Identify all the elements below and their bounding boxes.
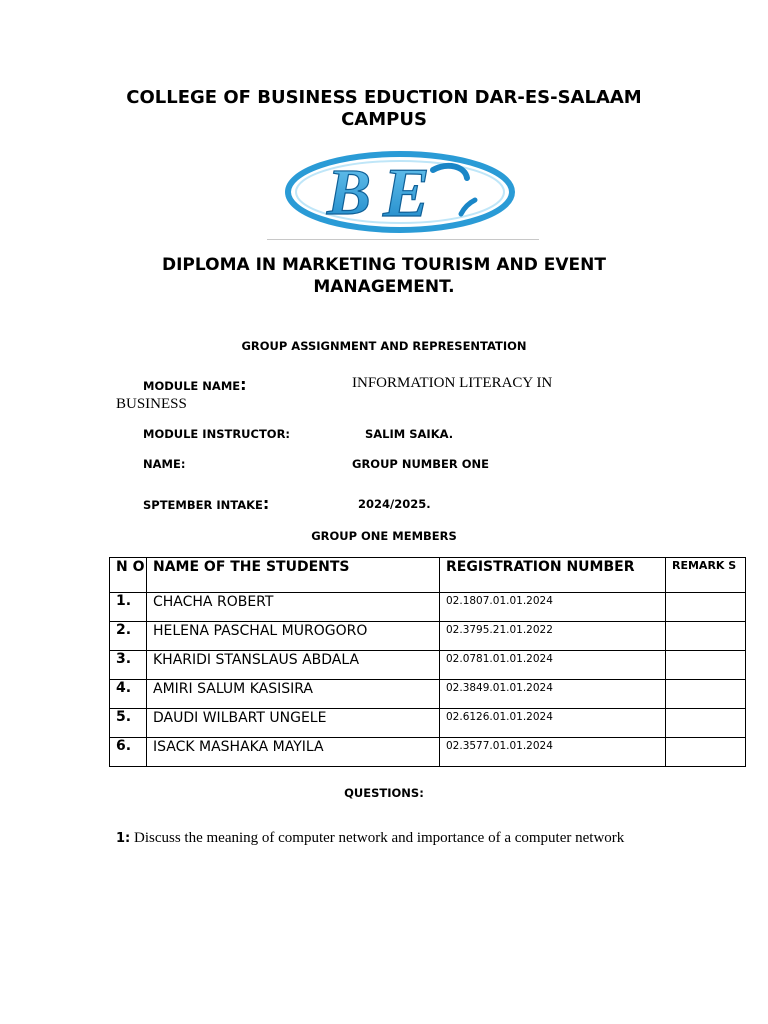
program-title-line1: DIPLOMA IN MARKETING TOURISM AND EVENT [162, 255, 606, 275]
college-title-line2: CAMPUS [341, 109, 427, 130]
members-table [109, 557, 746, 767]
registration-number: 02.3795.21.01.2022 [440, 622, 666, 651]
remarks-cell [666, 593, 746, 622]
svg-text:E: E [383, 155, 430, 232]
name-label: NAME: [143, 457, 186, 471]
student-name: HELENA PASCHAL MUROGORO [147, 622, 440, 651]
intake-value: 2024/2025. [358, 497, 431, 511]
questions-title: QUESTIONS: [344, 786, 424, 800]
question-1 [116, 830, 624, 847]
student-name: AMIRI SALUM KASISIRA [147, 680, 440, 709]
registration-number: 02.3577.01.01.2024 [440, 738, 666, 767]
table-row [110, 738, 746, 767]
module-instructor-value: SALIM SAIKA. [365, 427, 454, 441]
name-value: GROUP NUMBER ONE [352, 457, 489, 471]
table-row [110, 622, 746, 651]
student-name: KHARIDI STANSLAUS ABDALA [147, 651, 440, 680]
row-number: 5. [110, 709, 147, 738]
remarks-cell [666, 738, 746, 767]
table-row [110, 651, 746, 680]
student-name: DAUDI WILBART UNGELE [147, 709, 440, 738]
question-1-text: Discuss the meaning of computer network and importance of a computer network [134, 830, 625, 846]
table-row [110, 593, 746, 622]
header-student-name: NAME OF THE STUDENTS [147, 558, 440, 593]
row-number: 1. [110, 593, 147, 622]
student-name: CHACHA ROBERT [147, 593, 440, 622]
remarks-cell [666, 680, 746, 709]
table-row [110, 709, 746, 738]
student-name: ISACK MASHAKA MAYILA [147, 738, 440, 767]
registration-number: 02.3849.01.01.2024 [440, 680, 666, 709]
program-title-line2: MANAGEMENT. [313, 277, 455, 297]
college-logo [265, 142, 539, 241]
remarks-cell [666, 709, 746, 738]
module-instructor-label: MODULE INSTRUCTOR: [143, 427, 291, 441]
module-name-value-cont: BUSINESS [116, 396, 187, 412]
college-title-line1: COLLEGE OF BUSINESS EDUCTION DAR-ES-SALAAM [126, 87, 642, 108]
college-title [0, 87, 768, 131]
logo-divider [267, 239, 539, 240]
row-number: 3. [110, 651, 147, 680]
registration-number: 02.1807.01.01.2024 [440, 593, 666, 622]
table-row [110, 680, 746, 709]
row-number: 4. [110, 680, 147, 709]
members-title: GROUP ONE MEMBERS [311, 529, 457, 543]
remarks-cell [666, 651, 746, 680]
header-no: N O [110, 558, 147, 593]
header-remarks: REMARK S [666, 558, 746, 593]
row-number: 6. [110, 738, 147, 767]
module-name-label: MODULE NAME: [143, 375, 247, 394]
registration-number: 02.6126.01.01.2024 [440, 709, 666, 738]
cbe-logo-icon [265, 142, 539, 241]
registration-number: 02.0781.01.01.2024 [440, 651, 666, 680]
table-header-row [110, 558, 746, 593]
question-1-number: 1: [116, 831, 131, 846]
header-registration: REGISTRATION NUMBER [440, 558, 666, 593]
row-number: 2. [110, 622, 147, 651]
assignment-title: GROUP ASSIGNMENT AND REPRESENTATION [241, 339, 527, 353]
module-name-value: INFORMATION LITERACY IN [352, 375, 553, 391]
intake-label: SPTEMBER INTAKE: [143, 494, 270, 513]
program-title [0, 254, 768, 298]
logo-lettering: B [327, 156, 372, 229]
remarks-cell [666, 622, 746, 651]
